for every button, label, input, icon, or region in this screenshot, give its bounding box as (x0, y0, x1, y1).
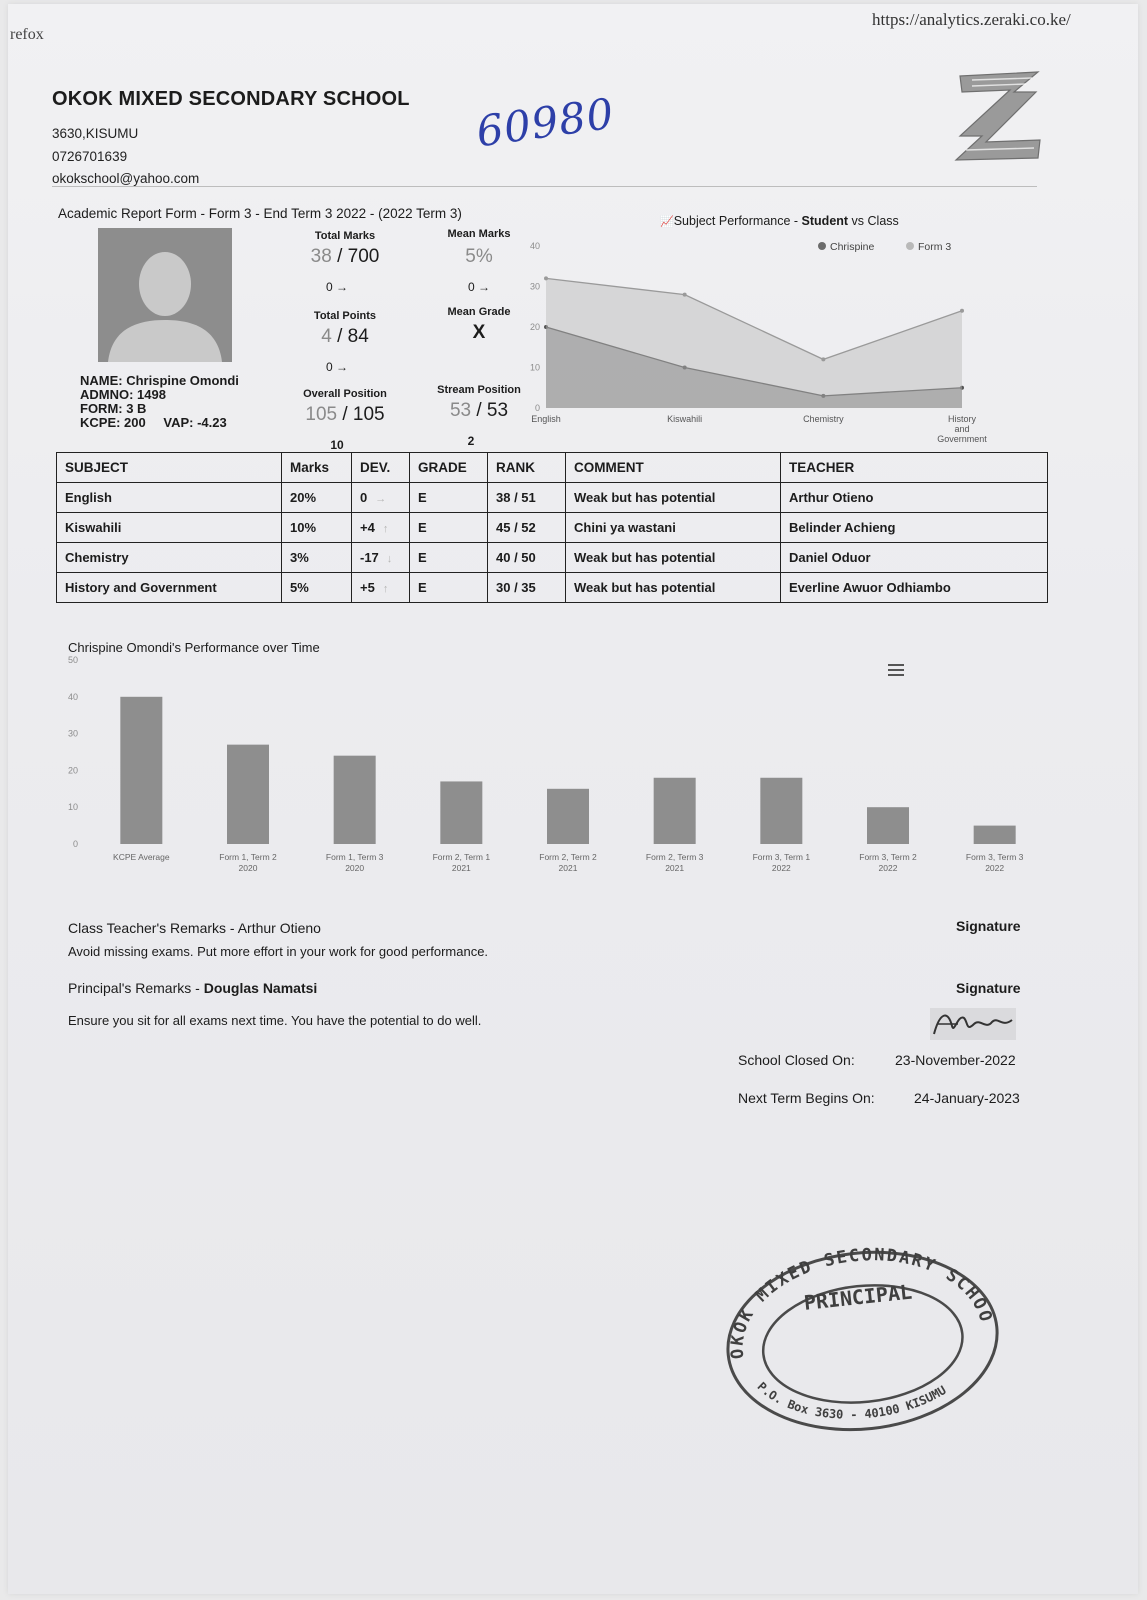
x-tick-label: English (531, 414, 561, 424)
total-points-value: 4 / 84 (321, 326, 369, 347)
col-teacher: TEACHER (781, 453, 1048, 483)
legend-label: Form 3 (918, 241, 952, 253)
cell-dev: 0 → (352, 483, 410, 513)
school-closed-label: School Closed On: (738, 1052, 855, 1068)
x-tick-year-label: 2021 (451, 863, 471, 873)
total-marks-value: 38 / 700 (310, 246, 380, 267)
cell-dev: +5 ↑ (352, 573, 410, 603)
subjects-table (56, 452, 1048, 603)
bar (654, 778, 696, 844)
mean-marks-label: Mean Marks (447, 228, 511, 240)
cell-marks: 10% (282, 513, 352, 543)
svg-text:P.O. Box 3630 - 40100 KISUMU (754, 1360, 951, 1432)
data-point (544, 276, 548, 280)
cell-marks: 3% (282, 543, 352, 573)
x-tick-year-label: 2020 (238, 863, 258, 873)
x-tick-label: Form 1, Term 2 (219, 852, 277, 862)
cell-marks: 20% (282, 483, 352, 513)
legend-marker (818, 242, 826, 250)
col-rank: RANK (488, 453, 566, 483)
dev-arrow-icon: ↑ (382, 583, 389, 595)
table-row (57, 573, 1048, 603)
x-tick-year-label: 2020 (345, 863, 365, 873)
student-photo-placeholder (98, 228, 232, 362)
x-tick-year-label: 2021 (558, 863, 578, 873)
cell-dev: +4 ↑ (352, 513, 410, 543)
cell-subject: Kiswahili (57, 513, 282, 543)
mean-grade-value: X (472, 322, 486, 343)
col-grade: GRADE (410, 453, 488, 483)
school-closed-value: 23-November-2022 (895, 1052, 1016, 1068)
cell-teacher: Belinder Achieng (781, 513, 1048, 543)
stream-position-label: Stream Position (437, 384, 521, 396)
school-phone: 0726701639 (52, 149, 128, 164)
table-row (57, 543, 1048, 573)
x-tick-label: Form 1, Term 3 (325, 852, 384, 862)
dev-arrow-icon: ↑ (382, 523, 389, 535)
data-point (960, 309, 964, 313)
y-tick-label: 30 (529, 281, 540, 292)
y-tick-label: 0 (72, 839, 78, 849)
cell-comment: Chini ya wastani (566, 513, 781, 543)
class-teacher-signature-label: Signature (956, 918, 1021, 934)
col-comment: COMMENT (566, 453, 781, 483)
student-form: FORM: 3 B (80, 401, 147, 416)
subject-chart-title: 📈Subject Performance - Student vs Class (660, 214, 899, 228)
col-marks: Marks (282, 453, 352, 483)
student-vap: VAP: -4.23 (163, 415, 227, 430)
performance-over-time-chart (58, 652, 1058, 892)
avatar-silhouette-icon (98, 228, 232, 362)
y-tick-label: 10 (67, 802, 78, 813)
y-tick-label: 40 (67, 691, 78, 702)
y-tick-label: 0 (534, 403, 540, 413)
data-point (821, 357, 825, 361)
x-tick-label: History and Government (937, 414, 987, 444)
stamp-top-text: OKOK MIXED SECONDARY SCHOOL (727, 1245, 997, 1360)
next-term-label: Next Term Begins On: (738, 1090, 875, 1106)
school-email: okokschool@yahoo.com (52, 171, 200, 186)
y-tick-label: 30 (67, 728, 78, 739)
x-tick-year-label: 2022 (878, 863, 898, 873)
cell-subject: History and Government (57, 573, 282, 603)
mean-marks-value: 5% (465, 246, 493, 267)
x-tick-year-label: 2022 (771, 863, 791, 873)
table-row (57, 483, 1048, 513)
cell-teacher: Arthur Otieno (781, 483, 1048, 513)
performance-chart-title: Chrispine Omondi's Performance over Time (68, 640, 320, 655)
legend-marker (906, 242, 914, 250)
cell-teacher: Daniel Oduor (781, 543, 1048, 573)
dev-arrow-icon: ↓ (386, 553, 393, 565)
print-url: https://analytics.zeraki.co.ke/ (872, 10, 1071, 29)
principal-remarks-text: Ensure you sit for all exams next time. You have the potential to do well. (68, 1013, 482, 1028)
x-tick-label: Form 3, Term 1 (752, 852, 811, 862)
total-marks-label: Total Marks (314, 230, 376, 242)
school-stamp (712, 1236, 1012, 1436)
total-marks-change: 0 → (325, 280, 348, 294)
principal-signature-icon (928, 1004, 1018, 1044)
dev-arrow-icon: → (375, 493, 387, 505)
stamp-bottom-text: P.O. Box 3630 - 40100 KISUMU (754, 1379, 949, 1422)
bar (867, 807, 909, 844)
cell-comment: Weak but has potential (566, 543, 781, 573)
x-tick-year-label: 2022 (985, 863, 1005, 873)
table-row (57, 513, 1048, 543)
overall-position-value: 105 / 105 (305, 404, 385, 425)
cell-rank: 45 / 52 (488, 513, 566, 543)
principal-remarks-label: Principal's Remarks - Douglas Namatsi (68, 980, 318, 996)
bar (334, 756, 376, 844)
header-divider (52, 186, 1037, 187)
stream-position-value: 53 / 53 (449, 400, 509, 421)
legend-label: Chrispine (830, 241, 875, 253)
cell-grade: E (410, 573, 488, 603)
class-teacher-remarks-label: Class Teacher's Remarks - Arthur Otieno (68, 920, 321, 936)
mean-grade-label: Mean Grade (447, 306, 511, 318)
cell-grade: E (410, 483, 488, 513)
total-points-label: Total Points (313, 310, 377, 322)
cell-grade: E (410, 543, 488, 573)
bar (440, 781, 482, 844)
bar (120, 697, 162, 844)
x-tick-label: Form 3, Term 3 (965, 852, 1024, 862)
overall-position-label: Overall Position (303, 388, 387, 400)
cell-rank: 40 / 50 (488, 543, 566, 573)
x-tick-label: Form 2, Term 2 (539, 852, 597, 862)
x-tick-label: Form 3, Term 2 (859, 852, 917, 862)
stamp-center-text: PRINCIPAL (802, 1279, 914, 1315)
stream-position-change: 2 (467, 434, 475, 448)
cell-comment: Weak but has potential (566, 573, 781, 603)
bar (974, 826, 1016, 844)
zeraki-logo-icon (952, 70, 1044, 162)
report-title: Academic Report Form - Form 3 - End Term 3 2022 - (2022 Term 3) (58, 206, 462, 221)
chart-icon: 📈 (660, 216, 674, 228)
school-name: OKOK MIXED SECONDARY SCHOOL (52, 88, 410, 110)
student-admno: ADMNO: 1498 (80, 387, 166, 402)
series-area-form-3 (546, 278, 962, 408)
data-point (683, 293, 687, 297)
x-tick-label: Form 2, Term 3 (645, 852, 704, 862)
y-tick-label: 40 (529, 241, 540, 251)
y-tick-label: 20 (529, 322, 540, 332)
cell-grade: E (410, 513, 488, 543)
handwritten-number: 60980 (473, 88, 618, 157)
total-points-change: 0 → (325, 360, 348, 374)
student-info (80, 374, 239, 430)
school-address: 3630,KISUMU (52, 126, 139, 141)
mean-marks-change: 0 → (467, 280, 490, 294)
next-term-value: 24-January-2023 (914, 1090, 1020, 1106)
table-header-row (57, 453, 1048, 483)
cell-subject: Chemistry (57, 543, 282, 573)
cell-subject: English (57, 483, 282, 513)
x-tick-label: KCPE Average (113, 852, 170, 862)
subject-performance-chart (529, 236, 992, 446)
browser-tab-fragment: refox (10, 26, 44, 43)
x-tick-label: Form 2, Term 1 (432, 852, 491, 862)
col-subject: SUBJECT (57, 453, 282, 483)
cell-teacher: Everline Awuor Odhiambo (781, 573, 1048, 603)
principal-signature-label: Signature (956, 980, 1021, 996)
x-tick-year-label: 2021 (665, 863, 685, 873)
bar (547, 789, 589, 844)
overall-position-change: 10 (330, 438, 344, 452)
y-tick-label: 20 (67, 765, 78, 776)
x-tick-label: Chemistry (803, 414, 844, 424)
bar (227, 745, 269, 844)
cell-marks: 5% (282, 573, 352, 603)
cell-rank: 30 / 35 (488, 573, 566, 603)
col-dev: DEV. (352, 453, 410, 483)
cell-comment: Weak but has potential (566, 483, 781, 513)
bar (760, 778, 802, 844)
cell-rank: 38 / 51 (488, 483, 566, 513)
y-tick-label: 10 (529, 362, 540, 373)
cell-dev: -17 ↓ (352, 543, 410, 573)
student-name: NAME: Chrispine Omondi (80, 373, 239, 388)
x-tick-label: Kiswahili (667, 414, 703, 424)
y-tick-label: 50 (67, 655, 78, 665)
student-kcpe: KCPE: 200 (80, 415, 146, 430)
class-teacher-remarks-text: Avoid missing exams. Put more effort in your work for good performance. (68, 944, 489, 959)
